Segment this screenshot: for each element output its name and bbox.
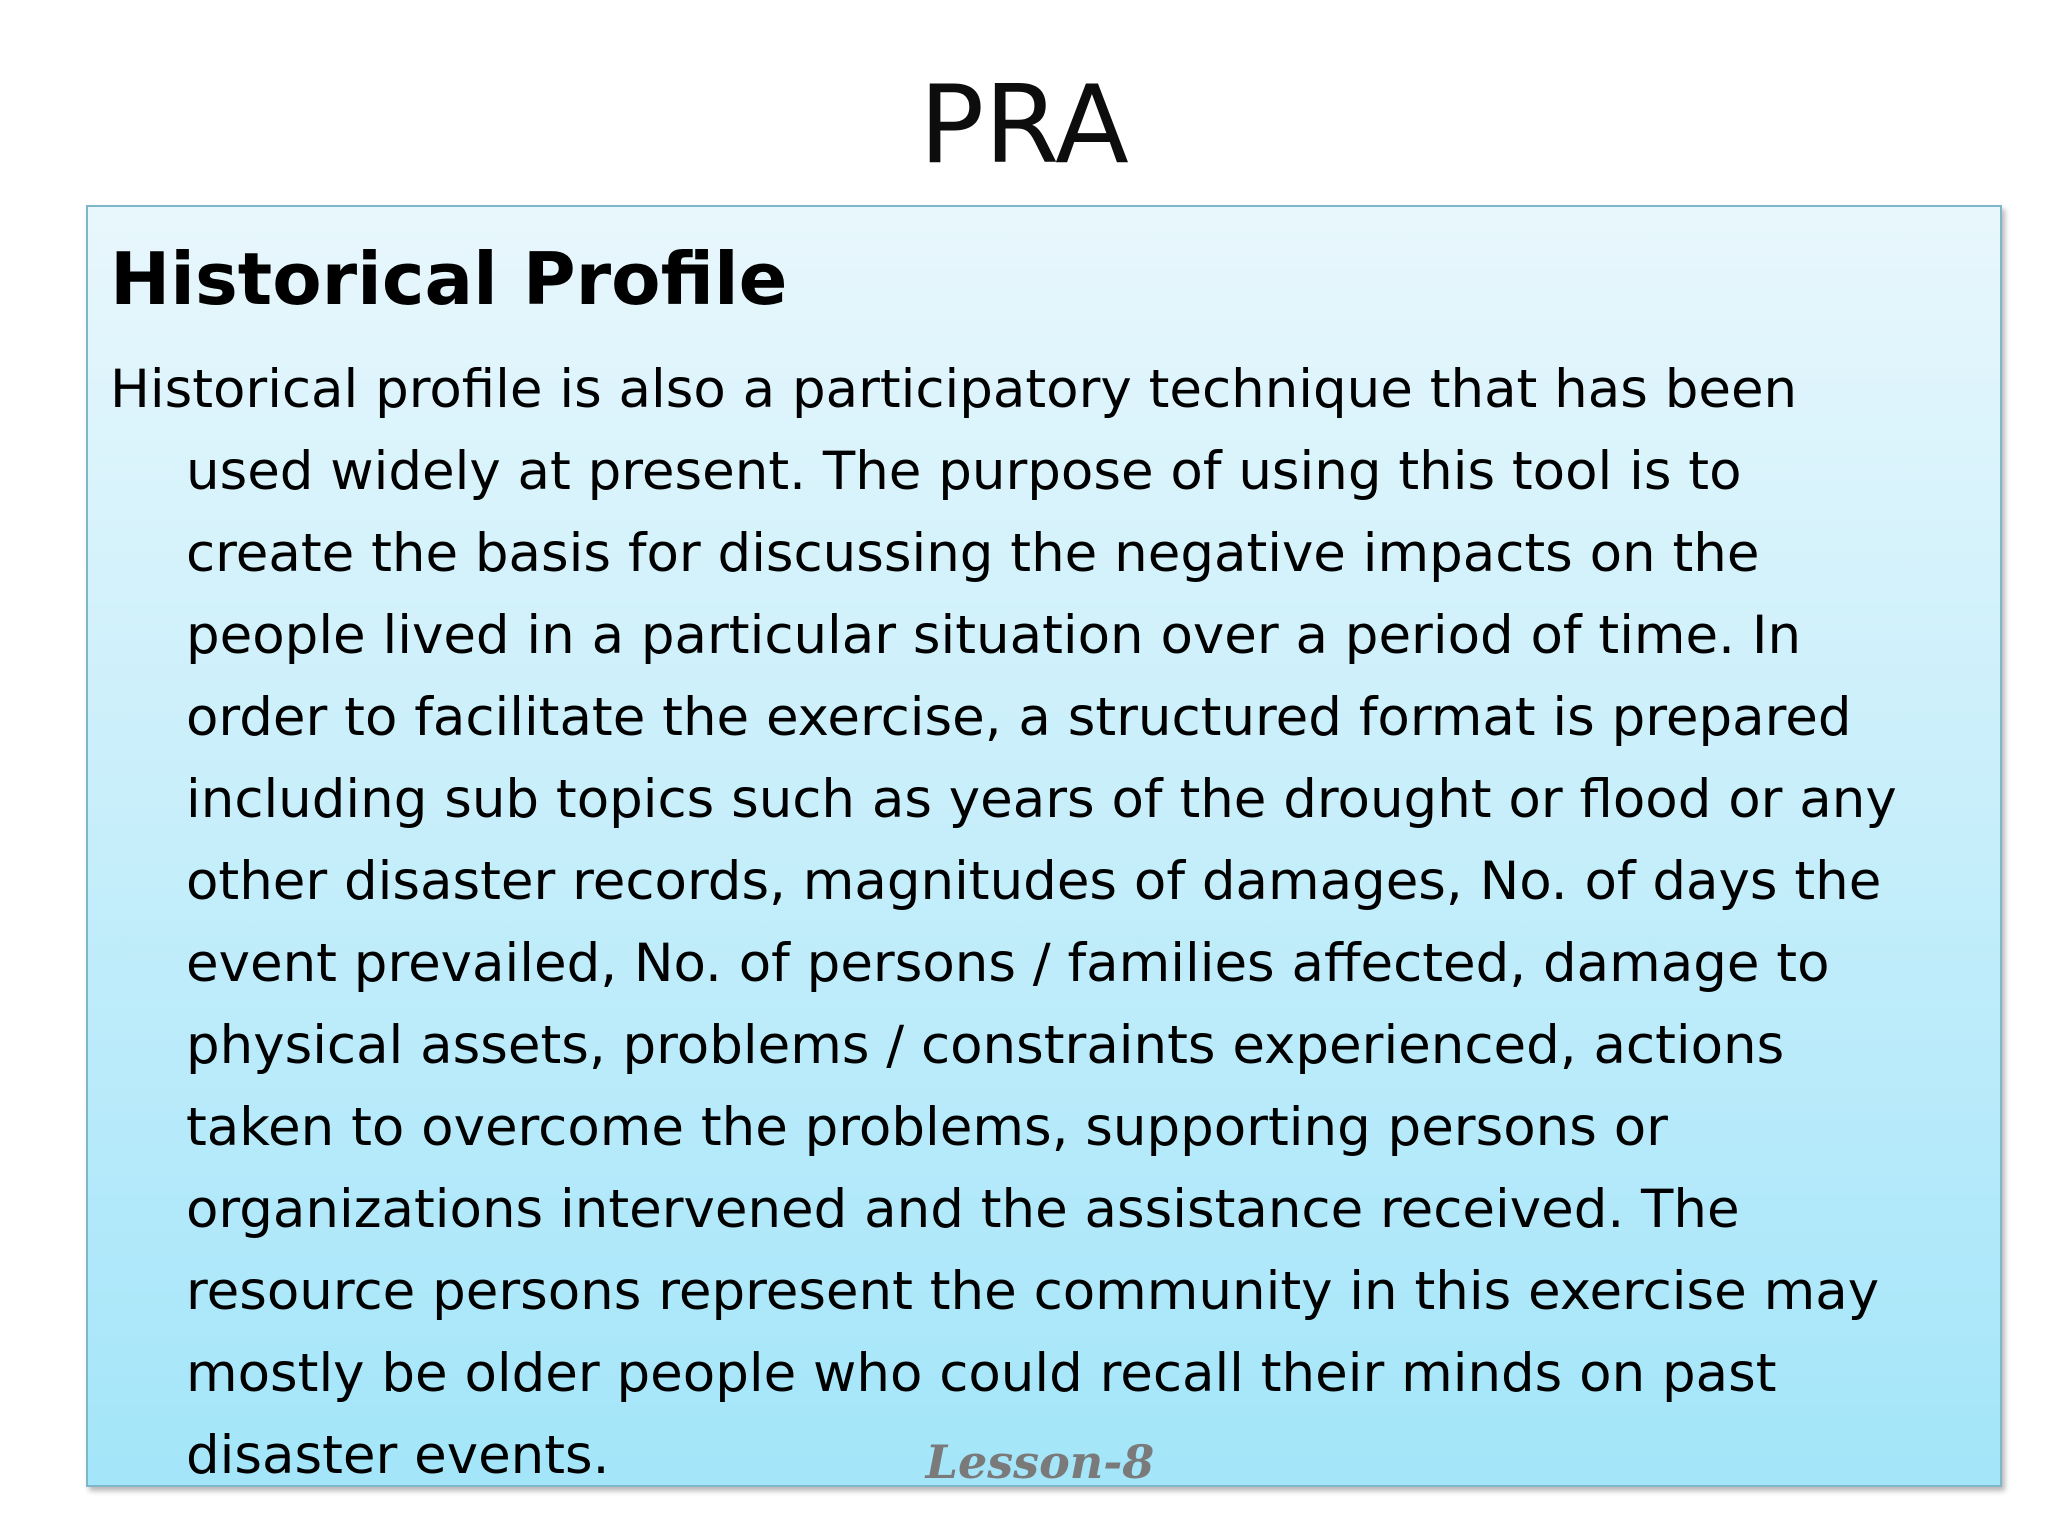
- body-line: Historical profile is also a participatory technique that has been: [110, 359, 1798, 420]
- body-line: people lived in a particular situation over a period of time. In: [186, 605, 1802, 666]
- body-line: event prevailed, No. of persons / families affected, damage to: [186, 933, 1830, 994]
- body-line: used widely at present. The purpose of using this tool is to: [186, 441, 1742, 502]
- body-line: taken to overcome the problems, supporting persons or: [186, 1097, 1668, 1158]
- body-line: order to facilitate the exercise, a structured format is prepared: [186, 687, 1852, 748]
- body-line: physical assets, problems / constraints experienced, actions: [186, 1015, 1785, 1076]
- body-line: mostly be older people who could recall their minds on past: [186, 1343, 1777, 1404]
- body-line: disaster events.: [186, 1425, 610, 1486]
- content-box: [86, 205, 2002, 1487]
- body-line: including sub topics such as years of the drought or flood or any: [186, 769, 1897, 830]
- body-line: create the basis for discussing the negative impacts on the: [186, 523, 1760, 584]
- lesson-footer-label: Lesson-8: [925, 1435, 1155, 1489]
- section-heading: Historical Profile: [110, 237, 788, 321]
- body-paragraph: [110, 349, 1990, 1487]
- body-line: resource persons represent the community in this exercise may: [186, 1261, 1880, 1322]
- body-line: other disaster records, magnitudes of damages, No. of days the: [186, 851, 1882, 912]
- slide-title: PRA: [919, 63, 1129, 188]
- body-line: organizations intervened and the assistance received. The: [186, 1179, 1740, 1240]
